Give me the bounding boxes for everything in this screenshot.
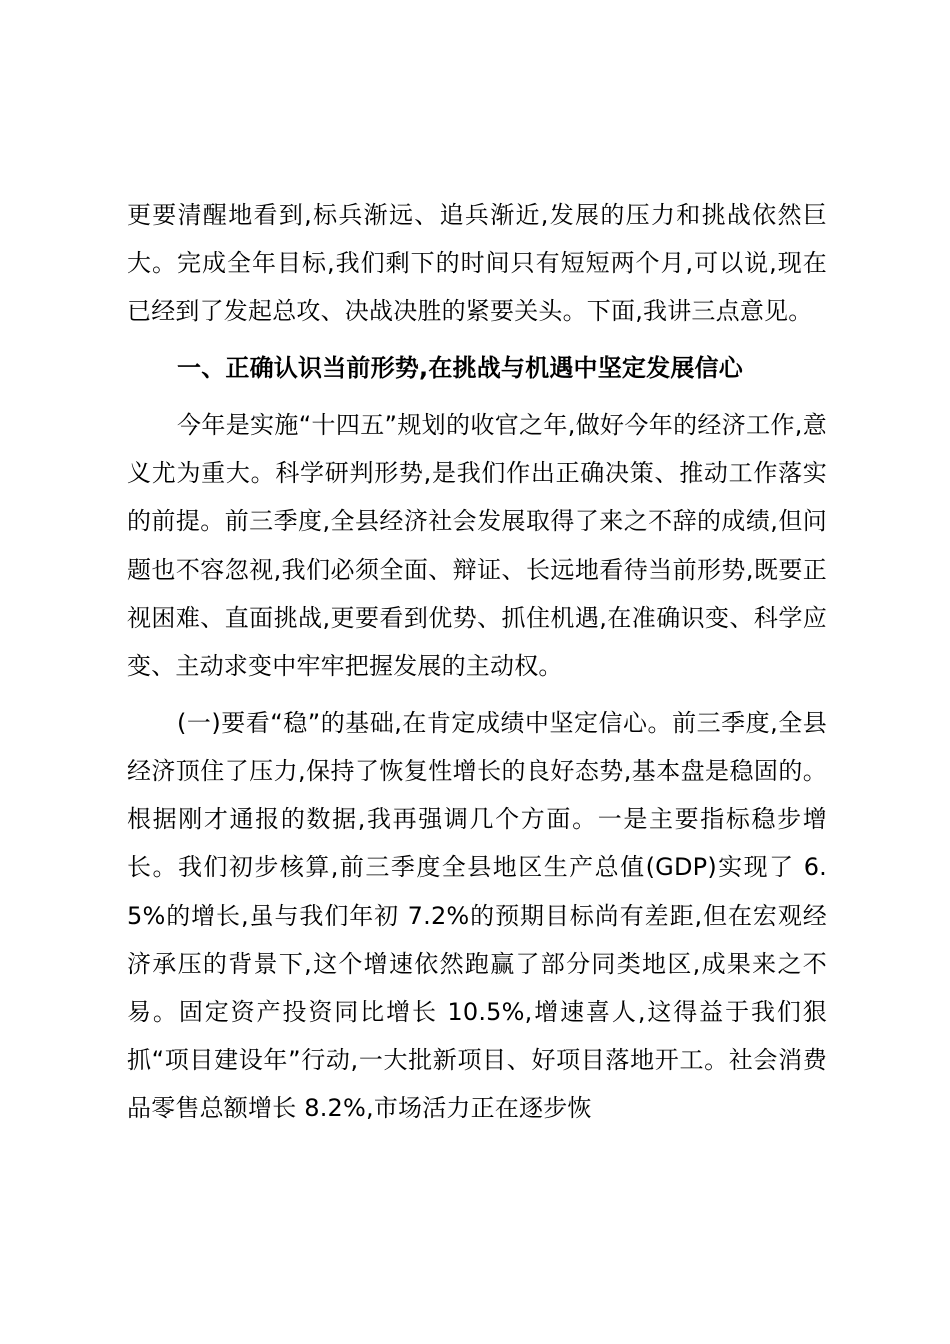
section-heading-1: 一、正确认识当前形势,在挑战与机遇中坚定发展信心 — [177, 354, 743, 383]
paragraph-intro-continuation: 更要清醒地看到,标兵渐远、追兵渐近,发展的压力和挑战依然巨大。完成全年目标,我们剩下的时间只有短短两个月,可以说,现在已经到了发起总攻、决战决胜的紧要关头。下面,我讲三点意见。 — [127, 201, 827, 326]
paragraph-subsection-1: (一)要看“稳”的基础,在肯定成绩中坚定信心。前三季度,全县经济顶住了压力,保持了恢复性增长的良好态势,基本盘是稳固的。根据刚才通报的数据,我再强调几个方面。一是主要指标稳步增长。我们初步核算,前三季度全县地区生产总值(GDP)实现了 6.5%的增长,虽与我们年初 7.2%的预期目标尚有差距,但在宏观经济承压的背景下,这个增速依然跑赢了部分同类地区,成果来之不易。固定资产投资同比增长 10.5%,增速喜人,这得益于我们狠抓“项目建设年”行动,一大批新项目、好项目落地开工。社会消费品零售总额增长 8.2%,市场活力正在逐步恢 — [127, 708, 827, 1123]
paragraph-situation-overview: 今年是实施“十四五”规划的收官之年,做好今年的经济工作,意义尤为重大。科学研判形势,是我们作出正确决策、推动工作落实的前提。前三季度,全县经济社会发展取得了来之不辞的成绩,但问题也不容忽视,我们必须全面、辩证、长远地看待当前形势,既要正视困难、直面挑战,更要看到优势、抓住机遇,在准确识变、科学应变、主动求变中牢牢把握发展的主动权。 — [127, 411, 827, 681]
document-body — [127, 191, 827, 1133]
